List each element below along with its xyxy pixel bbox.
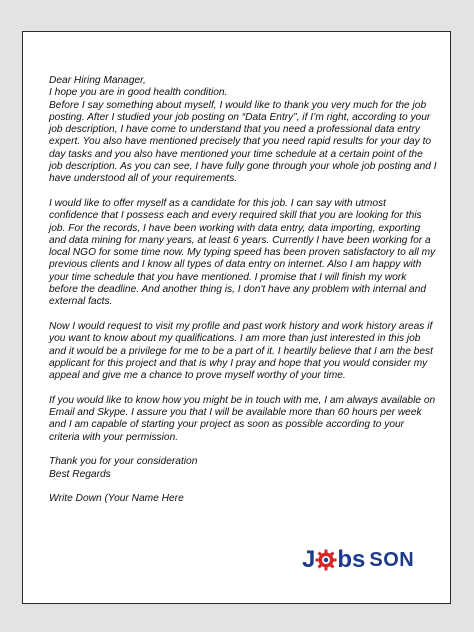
paragraph-1: Before I say something about myself, I would like to thank you very much for the job posting. After I studied your job posting on “Data Entry”, if I’m right, according to your job description, I have come to understand that you need a professional data entry expert. You also have mentioned precisely that you need rapid results for your day to day tasks and you also have mentioned your time schedule at a certain point of the job description. As you can see, I have fully gone through your whole job posting and I have understood all of your requirements. bbox=[49, 99, 437, 185]
signature: Write Down (Your Name Here bbox=[49, 493, 184, 505]
paragraph-4: If you would like to know how you might be in touch with me, I am always available on Email and Skype. I assure you that I will be available more than 60 hours per week and I am capable of starting your project as soon as possible according to your criteria with your permission. bbox=[49, 394, 436, 443]
letter-page bbox=[22, 31, 451, 604]
salutation: Dear Hiring Manager, bbox=[49, 75, 146, 86]
greeting: I hope you are in good health condition. bbox=[49, 87, 228, 99]
logo-j: J bbox=[302, 546, 316, 573]
logo-son: SON bbox=[369, 548, 415, 571]
gear-icon bbox=[315, 549, 337, 571]
letter-body bbox=[49, 75, 437, 505]
paragraph-3: Now I would request to visit my profile and past work history and work history areas if you want to know about my qualifications. I am more than just interested in this job and it would be a privilege for me to be a part of it. I heartily believe that I am the best applicant for this project and that is why I pray and hope that you would consider my appeal and give me a chance to prove myself worthy of your time. bbox=[49, 320, 433, 382]
closing-regards: Best Regards bbox=[49, 468, 111, 480]
paragraph-2: I would like to offer myself as a candidate for this job. I can say with utmost confidence that I possess each and every required skill that you are looking for this job. For the records, I have been working with data entry, data importing, exporting and data mining for many years, at least 6 years. Currently I have been working for a local NGO for some time now. My typing speed has been proven satisfactory to all my previous clients and I know all types of data entry on internet. Also I am happy with your time schedule that you have mentioned. I promise that I will finish my work before the deadline. And another thing is, I don't have any problem with internal and external facts. bbox=[49, 197, 436, 308]
logo-bs: bs bbox=[337, 546, 366, 573]
closing-thanks: Thank you for your consideration bbox=[49, 456, 198, 468]
jobsson-logo bbox=[302, 546, 414, 574]
